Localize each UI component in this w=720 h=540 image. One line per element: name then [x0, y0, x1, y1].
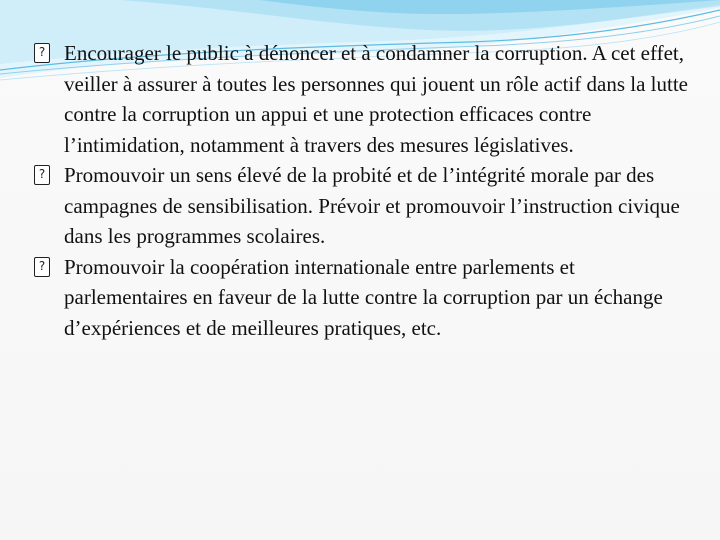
bullet-item: [34, 38, 694, 160]
bullet-text: Encourager le public à dénoncer et à condamner la corruption. A cet effet, veiller à assurer à toutes les personnes qui jouent un rôle actif dans la lutte contre la corruption un appui et une protection efficaces contre l’intimidation, notamment à travers des mesures législatives.: [64, 41, 688, 157]
bullet-marker-icon: ?: [34, 43, 50, 63]
bullet-marker-icon: ?: [34, 165, 50, 185]
bullet-item: [34, 160, 694, 252]
bullet-list: [34, 38, 694, 343]
bullet-item: [34, 252, 694, 344]
bullet-text: Promouvoir un sens élevé de la probité et de l’intégrité morale par des campagnes de sensibilisation. Prévoir et promouvoir l’instruction civique dans les programmes scolaires.: [64, 163, 680, 248]
bullet-text: Promouvoir la coopération internationale entre parlements et parlementaires en faveur de la lutte contre la corruption par un échange d’expériences et de meilleures pratiques, etc.: [64, 254, 663, 340]
bullet-marker-icon: ?: [34, 257, 50, 277]
